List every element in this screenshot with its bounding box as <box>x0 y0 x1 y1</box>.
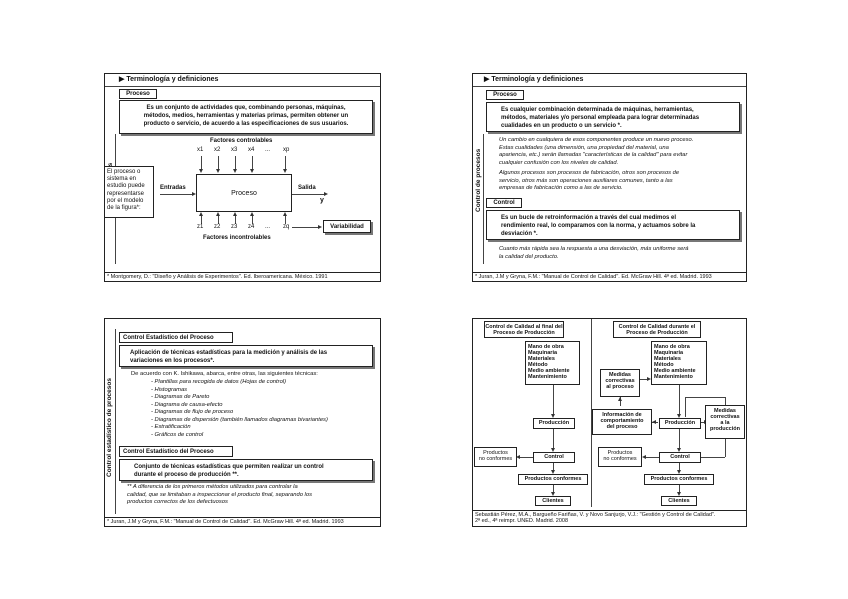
x4-label: x4 <box>248 147 255 153</box>
list-item: - Diagrama de causa-efecto <box>151 401 223 408</box>
slide-header: ▶ Terminología y definiciones <box>119 76 219 83</box>
paragraph-3: Cuanto más rápida sea la respuesta a una desviación, más uniforme será la calidad del producto. <box>499 246 689 261</box>
list-item: - Gráficos de control <box>151 431 204 438</box>
left-control-box: Control <box>533 452 575 463</box>
footer-reference: * Montgomery, D.: "Diseño y Análisis de Experimentos". Ed. Iberoamericana. México. 1991 <box>105 272 380 281</box>
paragraph-1: Un cambio en cualquiera de esos componentes produce un nuevo proceso. Estas cualidades (una dimensión, una propiedad del material, una apariencia, etc.) serán llamadas "características de la calidad" para evitar cualquier confusión con los niveles de calidad. <box>499 137 694 166</box>
variability-box: Variabilidad <box>323 220 371 233</box>
paragraph-2: Algunos procesos son procesos de fabricación, otros son procesos de servicio, otros más son operaciones auxiliares comunes, tanto a las empresas de fabricación como a las de servicio. <box>499 170 680 192</box>
x1-label: x1 <box>197 147 204 153</box>
right-clients-box: Clientes <box>661 496 697 506</box>
inputs-label: Entradas <box>160 185 186 191</box>
left-rejects-box: Productos no conformes <box>474 447 517 467</box>
list-item: - Histogramas <box>151 386 188 393</box>
footer-reference: * Juran, J.M y Gryna, F.M.: "Manual de Control de Calidad". Ed. McGraw Hill. 4ª ed. Madrid. 1993 <box>473 272 746 281</box>
z1-label: z1 <box>197 224 204 230</box>
list-item: - Diagramas de dispersión (también llamados diagramas bivariantes) <box>151 416 328 423</box>
slide-quality-control-flow <box>472 318 747 527</box>
definition-box: Es un conjunto de actividades que, combinando personas, máquinas, métodos, medios, herramientas y materias primas, permiten obtener un producto o servicio, de acuerdo a las especificaciones de sus usuarios. <box>119 100 373 134</box>
footnote-text: ** A diferencia de los primeros métodos utilizados para controlar la calidad, que se limitaban a inspeccionar el producto final, separando los productos correctos de los defectuosos <box>127 484 312 506</box>
z2-label: z2 <box>214 224 221 230</box>
side-label: Control de procesos <box>475 148 482 212</box>
right-inputs-box: Mano de obra Maquinaria Materiales Método Medio ambiente Mantenimiento <box>651 341 707 385</box>
footer-reference: Sebastián Pérez, M.A., Bargueño Fariñas, V. y Novo Sanjurjo, V.J.: "Gestión y Control de Calidad". 2ª ed., 4ª reimpr. UNED. Madrid. 2008 <box>473 510 746 526</box>
intro-text: De acuerdo con K. Ishikawa, abarca, entre otras, las siguientes técnicas: <box>131 371 318 377</box>
tab-spc-2: Control Estadístico del Proceso <box>119 446 233 457</box>
x2-label: x2 <box>214 147 221 153</box>
uncontrollable-factors-label: Factores incontrolables <box>203 235 271 241</box>
controllable-factors-label: Factores controlables <box>210 138 273 144</box>
right-title-box: Control de Calidad durante el Proceso de Producción <box>613 321 701 338</box>
process-info-box: Información de comportamiento del proceso <box>592 409 652 435</box>
process-definition-box: Es cualquier combinación determinada de máquinas, herramientas, métodos, materiales y/o personal empleada para lograr determinadas cualidades en un producto o un servicio *. <box>486 102 740 132</box>
list-item: - Estratificación <box>151 424 191 431</box>
technique-list <box>151 379 328 439</box>
slide-spc <box>104 318 381 527</box>
y-label: y <box>320 197 324 204</box>
process-box: Proceso <box>196 174 292 212</box>
slide-processes-definition <box>104 73 381 282</box>
spc-definition-box-1: Aplicación de técnicas estadísticas para la medición y análisis de las variaciones en los procesos*. <box>119 345 373 367</box>
right-conforming-box: Productos conformes <box>644 474 714 485</box>
list-item: - Plantillas para recogida de datos (Hojas de control) <box>151 379 287 385</box>
corrective-production-box: Medidas correctivas a la producción <box>705 405 745 439</box>
left-title-box: Control de Calidad al final del Proceso de Producción <box>484 321 564 338</box>
tab-control: Control <box>486 198 522 208</box>
xp-label: xp <box>283 147 290 153</box>
right-control-box: Control <box>659 452 701 463</box>
tab-proceso: Proceso <box>119 89 157 99</box>
right-rejects-box: Productos no conformes <box>598 447 642 467</box>
list-item: - Diagramas de Pareto <box>151 394 210 401</box>
x3-label: x3 <box>231 147 238 153</box>
right-production-box: Producción <box>659 418 701 429</box>
zq-label: zq <box>283 224 290 230</box>
spc-definition-box-2: Conjunto de técnicas estadísticas que permiten realizar un control durante el proceso de producción **. <box>119 459 373 481</box>
list-item: - Diagramas de flujo de proceso <box>151 409 234 416</box>
left-inputs-box: Mano de obra Maquinaria Materiales Método Medio ambiente Mantenimiento <box>525 341 580 385</box>
z4-label: z4 <box>248 224 255 230</box>
footer-reference: * Juran, J.M y Gryna, F.M.: "Manual de Control de Calidad". Ed. McGraw Hill. 4ª ed. Madrid. 1993 <box>105 517 380 526</box>
side-label: Control estadístico de procesos <box>106 378 113 477</box>
left-clients-box: Clientes <box>535 496 571 506</box>
z3-label: z3 <box>231 224 238 230</box>
slide-header: ▶ Terminología y definiciones <box>484 76 584 83</box>
output-label: Salida <box>298 185 316 191</box>
x-ellipsis: ... <box>265 147 271 153</box>
left-conforming-box: Productos conformes <box>518 474 588 485</box>
slide-control-definition <box>472 73 747 282</box>
side-note: El proceso o sistema en estudio puede representarse por el modelo de la figura*: <box>104 166 154 218</box>
tab-spc-1: Control Estadístico del Proceso <box>119 332 233 343</box>
z-ellipsis: ... <box>265 224 271 230</box>
tab-proceso: Proceso <box>486 90 524 100</box>
corrective-process-box: Medidas correctivas al proceso <box>600 369 640 397</box>
control-definition-box: Es un bucle de retroinformación a través del cual medimos el rendimiento real, lo comparamos con la norma, y actuamos sobre la desviación *. <box>486 210 740 240</box>
left-production-box: Producción <box>533 418 575 429</box>
